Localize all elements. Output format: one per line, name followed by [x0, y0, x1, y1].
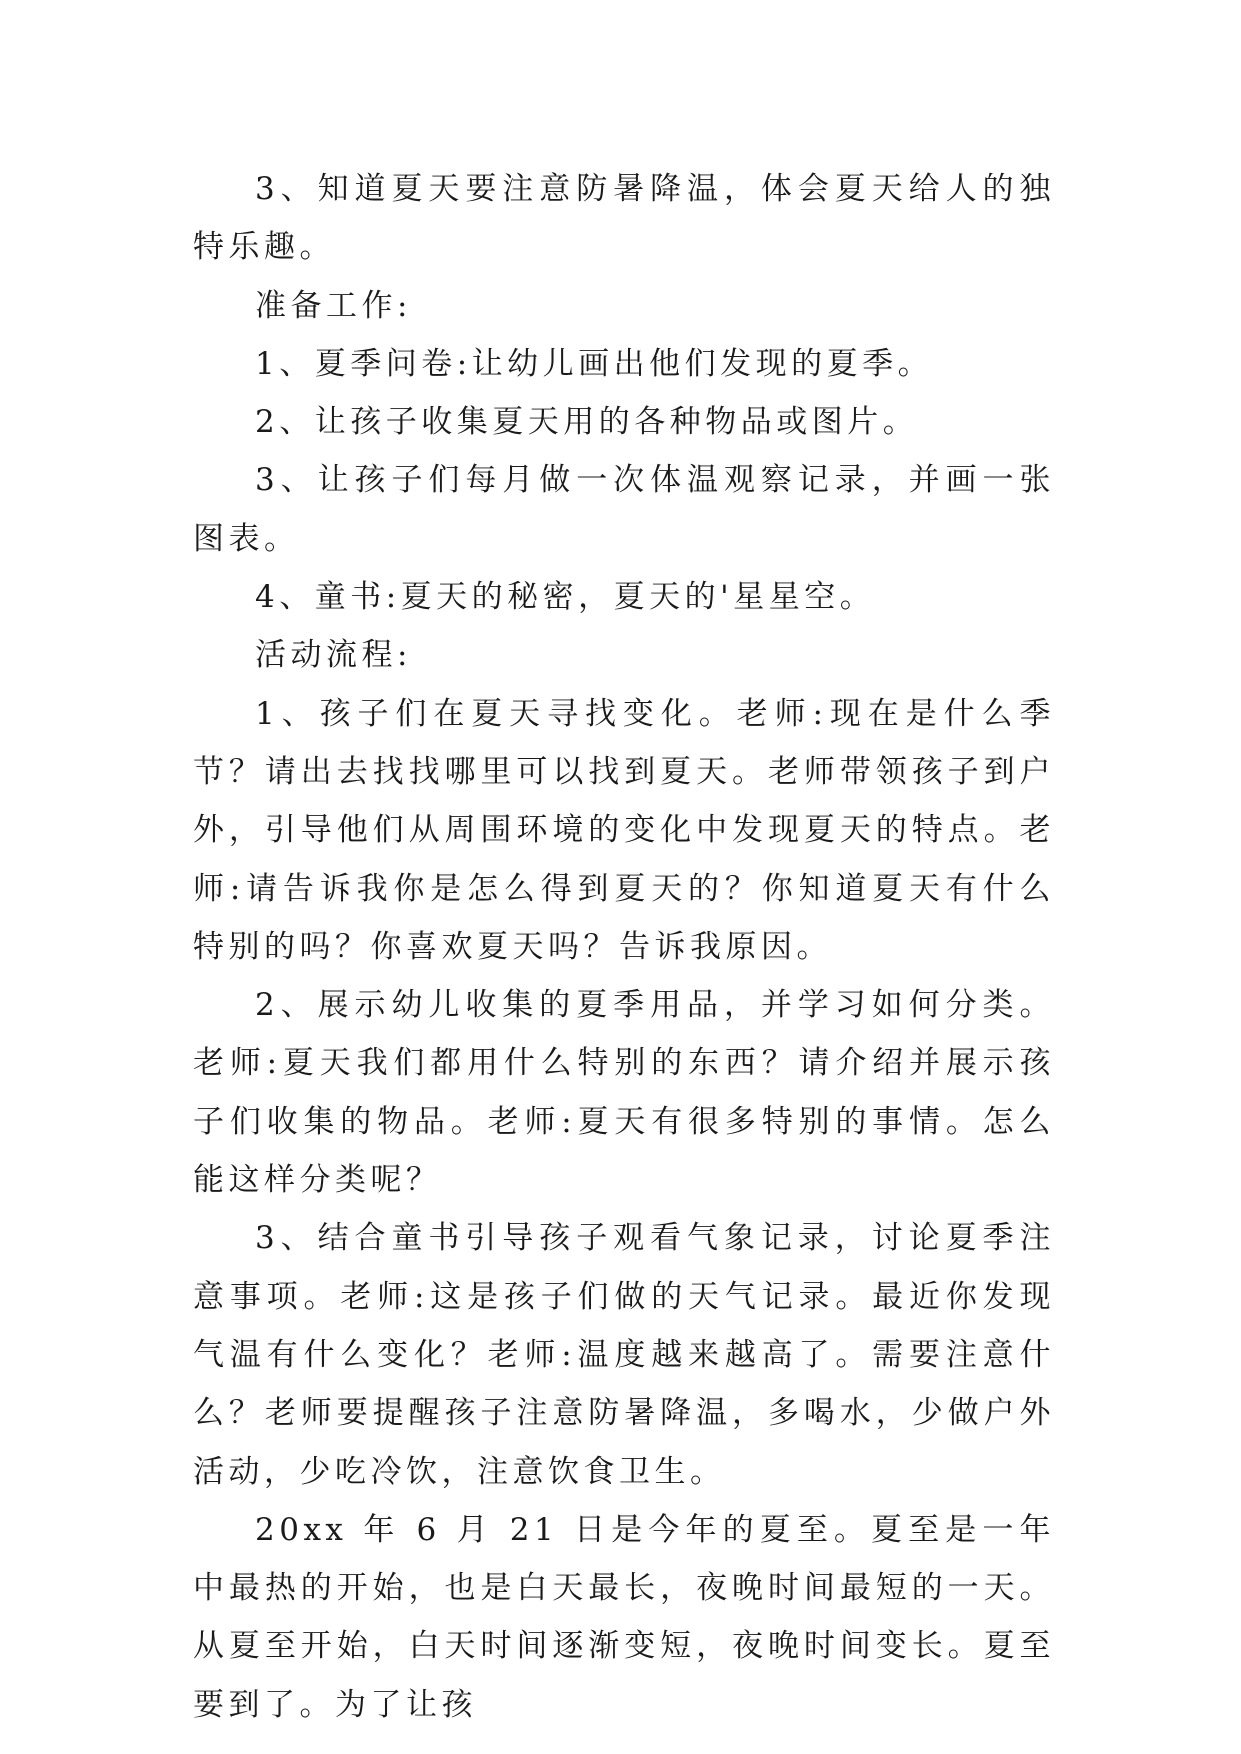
document-body: [193, 160, 1055, 1734]
process-step-2: 2、展示幼儿收集的夏季用品，并学习如何分类。老师:夏天我们都用什么特别的东西？请介绍并展示孩子们收集的物品。老师:夏天有很多特别的事情。怎么能这样分类呢？: [193, 987, 1055, 1199]
prep-item-1: 1、夏季问卷:让幼儿画出他们发现的夏季。: [255, 345, 934, 382]
paragraph-goal-3: 3、知道夏天要注意防暑降温，体会夏天给人的独特乐趣。: [193, 171, 1055, 266]
process-step-3: 3、结合童书引导孩子观看气象记录，讨论夏季注意事项。老师:这是孩子们做的天气记录。最近你发现气温有什么变化？老师:温度越来越高了。需要注意什么？老师要提醒孩子注意防暑降温，多喝水，少做户外活动，少吃冷饮，注意饮食卫生。: [193, 1220, 1055, 1490]
heading-activity-process: 活动流程:: [255, 637, 412, 674]
heading-preparation: 准备工作:: [255, 287, 412, 324]
process-step-1: 1、孩子们在夏天寻找变化。老师:现在是什么季节？请出去找找哪里可以找到夏天。老师带领孩子到户外，引导他们从周围环境的变化中发现夏天的特点。老师:请告诉我你是怎么得到夏天的？你知道夏天有什么特别的吗？你喜欢夏天吗？告诉我原因。: [193, 695, 1055, 965]
prep-item-3: 3、让孩子们每月做一次体温观察记录，并画一张图表。: [193, 462, 1055, 557]
prep-item-2: 2、让孩子收集夏天用的各种物品或图片。: [255, 404, 919, 441]
prep-item-4: 4、童书:夏天的秘密，夏天的'星星空。: [255, 579, 876, 616]
paragraph-summer-solstice: 20xx 年 6 月 21 日是今年的夏至。夏至是一年中最热的开始，也是白天最长，夜晚时间最短的一天。从夏至开始，白天时间逐渐变短，夜晚时间变长。夏至要到了。为了让孩: [193, 1511, 1055, 1723]
